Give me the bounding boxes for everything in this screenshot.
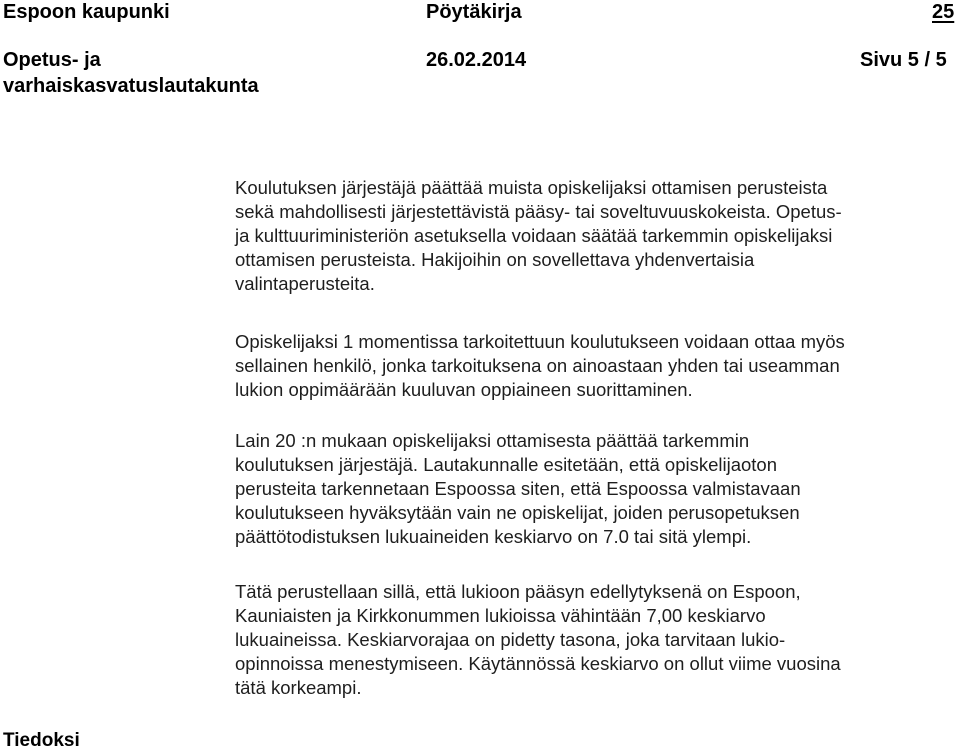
paragraph-line: tätä korkeampi. xyxy=(235,677,362,698)
paragraph-line: Koulutuksen järjestäjä päättää muista opiskelijaksi ottamisen perusteista xyxy=(235,177,828,198)
paragraph xyxy=(235,580,955,700)
paragraph-line: Opiskelijaksi 1 momentissa tarkoitettuun koulutukseen voidaan ottaa myös xyxy=(235,331,845,352)
paragraph xyxy=(235,176,955,296)
paragraph-line: valintaperusteita. xyxy=(235,273,375,294)
board-name-line-2: varhaiskasvatuslautakunta xyxy=(3,75,259,97)
paragraph-line: päättötodistuksen lukuaineiden keskiarvo on 7.0 tai sitä ylempi. xyxy=(235,526,752,547)
page-indicator: Sivu 5 / 5 xyxy=(860,49,947,71)
paragraph-line: lukion oppimäärään kuuluvan oppiaineen suorittaminen. xyxy=(235,379,693,400)
paragraph-line: opinnoissa menestymiseen. Käytännössä keskiarvo on ollut viime vuosina xyxy=(235,653,841,674)
document-type: Pöytäkirja xyxy=(426,1,522,23)
paragraph-line: Tätä perustellaan sillä, että lukioon pääsyn edellytyksenä on Espoon, xyxy=(235,581,801,602)
paragraph-line: koulutuksen järjestäjä. Lautakunnalle esitetään, että opiskelijaoton xyxy=(235,454,778,475)
paragraph-line: lukuaineissa. Keskiarvorajaa on pidetty tasona, joka tarvitaan lukio- xyxy=(235,629,786,650)
paragraph-line: sellainen henkilö, jonka tarkoituksena on ainoastaan yhden tai useamman xyxy=(235,355,840,376)
paragraph xyxy=(235,429,955,549)
paragraph-line: Kauniaisten ja Kirkkonummen lukioissa vähintään 7,00 keskiarvo xyxy=(235,605,766,626)
paragraph xyxy=(235,330,955,402)
paragraph-line: sekä mahdollisesti järjestettävistä pääsy- tai soveltuvuuskokeista. Opetus- xyxy=(235,201,842,222)
paragraph-line: ja kulttuuriministeriön asetuksella voidaan säätää tarkemmin opiskelijaksi xyxy=(235,225,833,246)
organization-name: Espoon kaupunki xyxy=(3,1,170,23)
section-number: 25 xyxy=(932,1,955,23)
paragraph-line: perusteita tarkennetaan Espoossa siten, että Espoossa valmistavaan xyxy=(235,478,801,499)
paragraph-line: Lain 20 :n mukaan opiskelijaksi ottamisesta päättää tarkemmin xyxy=(235,430,750,451)
paragraph-line: ottamisen perusteista. Hakijoihin on sovellettava yhdenvertaisia xyxy=(235,249,755,270)
board-name-line-1: Opetus- ja xyxy=(3,49,101,71)
meeting-date: 26.02.2014 xyxy=(426,49,527,71)
distribution-label: Tiedoksi xyxy=(3,730,80,751)
paragraph-line: koulutukseen hyväksytään vain ne opiskelijat, joiden perusopetuksen xyxy=(235,502,800,523)
